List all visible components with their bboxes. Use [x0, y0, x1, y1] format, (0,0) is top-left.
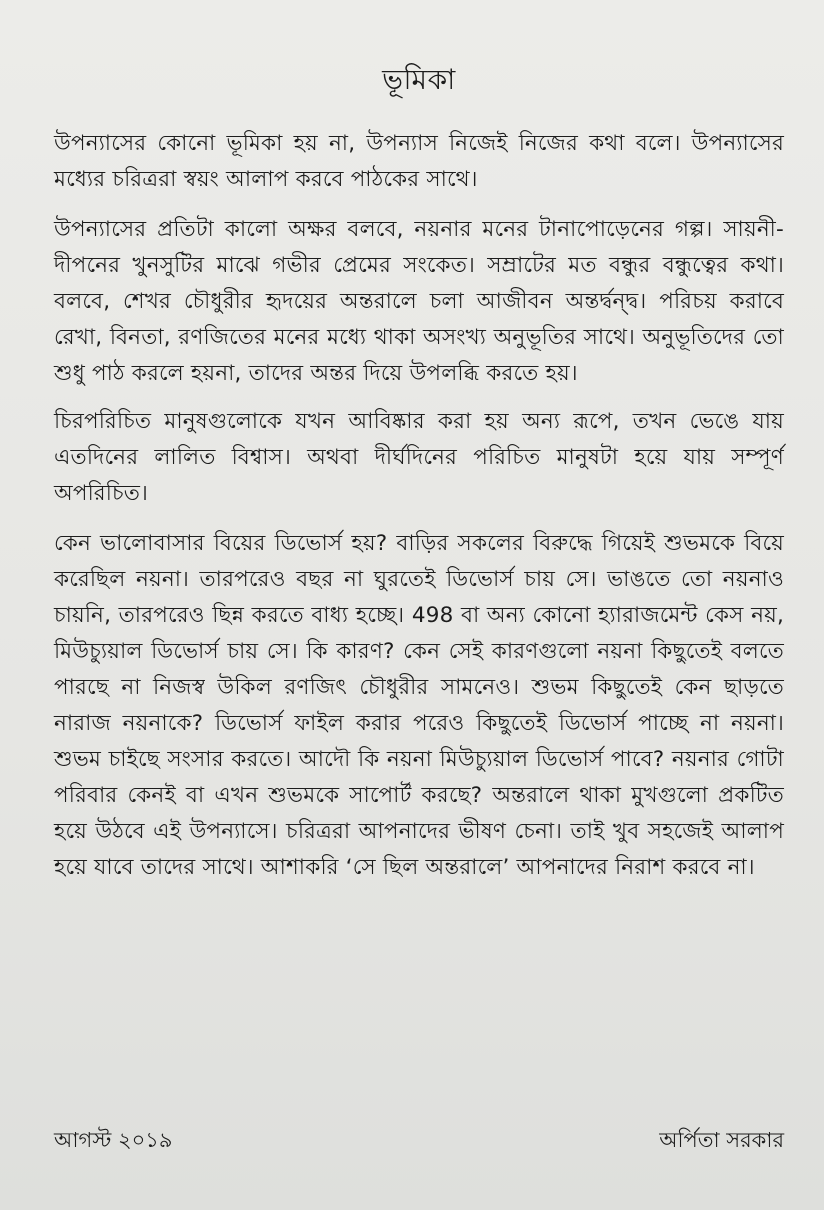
paragraph-story: কেন ভালোবাসার বিয়ের ডিভোর্স হয়? বাড়ির সকলের বিরুদ্ধে গিয়েই শুভমকে বিয়ে করেছিল নয়না। তারপরেও বছর না ঘুরতেই ডিভোর্স চায় সে। ভাঙতে তো নয়নাও চায়নি, তারপরেও ছিন্ন করতে বাধ্য হচ্ছে। 498 বা অন্য কোনো হ্যারাজমেন্ট কেস নয়, মিউচ্যুয়াল ডিভোর্স চায় সে। কি কারণ? কেন সেই কারণগুলো নয়না কিছুতেই বলতে পারছে না নিজস্ব উকিল রণজিৎ চৌধুরীর সামনেও। শুভম কিছুতেই কেন ছাড়তে নারাজ নয়নাকে? ডিভোর্স ফাইল করার পরেও কিছুতেই ডিভোর্স পাচ্ছে না নয়না। শুভম চাইছে সংসার করতে। আদৌ কি নয়না মিউচ্যুয়াল ডিভোর্স পাবে? নয়নার গোটা পরিবার কেনই বা এখন শুভমকে সাপোর্ট করছে? অন্তরালে থাকা মুখগুলো প্রকটিত হয়ে উঠবে এই উপন্যাসে। চরিত্ররা আপনাদের ভীষণ চেনা। তাই খুব সহজেই আলাপ হয়ে যাবে তাদের সাথে। আশাকরি ‘সে ছিল অন্তরালে’ আপনাদের নিরাশ করবে না। — [54, 531, 784, 880]
page-title: ভূমিকা — [382, 63, 456, 96]
paragraph-characters: উপন্যাসের প্রতিটা কালো অক্ষর বলবে, নয়নার মনের টানাপোড়েনের গল্প। সায়নী-দীপনের খুনসুটির মাঝে গভীর প্রেমের সংকেত। সম্রাটের মত বন্ধুর বন্ধুত্বের কথা। বলবে, শেখর চৌধুরীর হৃদয়ের অন্তরালে চলা আজীবন অন্তর্দ্বন্দ্ব। পরিচয় করাবে রেখা, বিনতা, রণজিতের মনের মধ্যে থাকা অসংখ্য অনুভূতির সাথে। অনুভূতিদের তো শুধু পাঠ করলে হয়না, তাদের অন্তর দিয়ে উপলব্ধি করতে হয়। — [54, 217, 784, 386]
paragraph-discovery: চিরপরিচিত মানুষগুলোকে যখন আবিষ্কার করা হয় অন্য রূপে, তখন ভেঙে যায় এতদিনের লালিত বিশ্বাস। অথবা দীর্ঘদিনের পরিচিত মানুষটা হয়ে যায় সম্পূর্ণ অপরিচিত। — [54, 409, 784, 506]
footer-author: অর্পিতা সরকার — [659, 1128, 784, 1152]
footer-date: আগস্ট ২০১৯ — [54, 1128, 173, 1152]
page-footer — [54, 1120, 784, 1160]
paragraph-intro: উপন্যাসের কোনো ভূমিকা হয় না, উপন্যাস নিজেই নিজের কথা বলে। উপন্যাসের মধ্যের চরিত্ররা স্বয়ং আলাপ করবে পাঠকের সাথে। — [54, 131, 784, 192]
